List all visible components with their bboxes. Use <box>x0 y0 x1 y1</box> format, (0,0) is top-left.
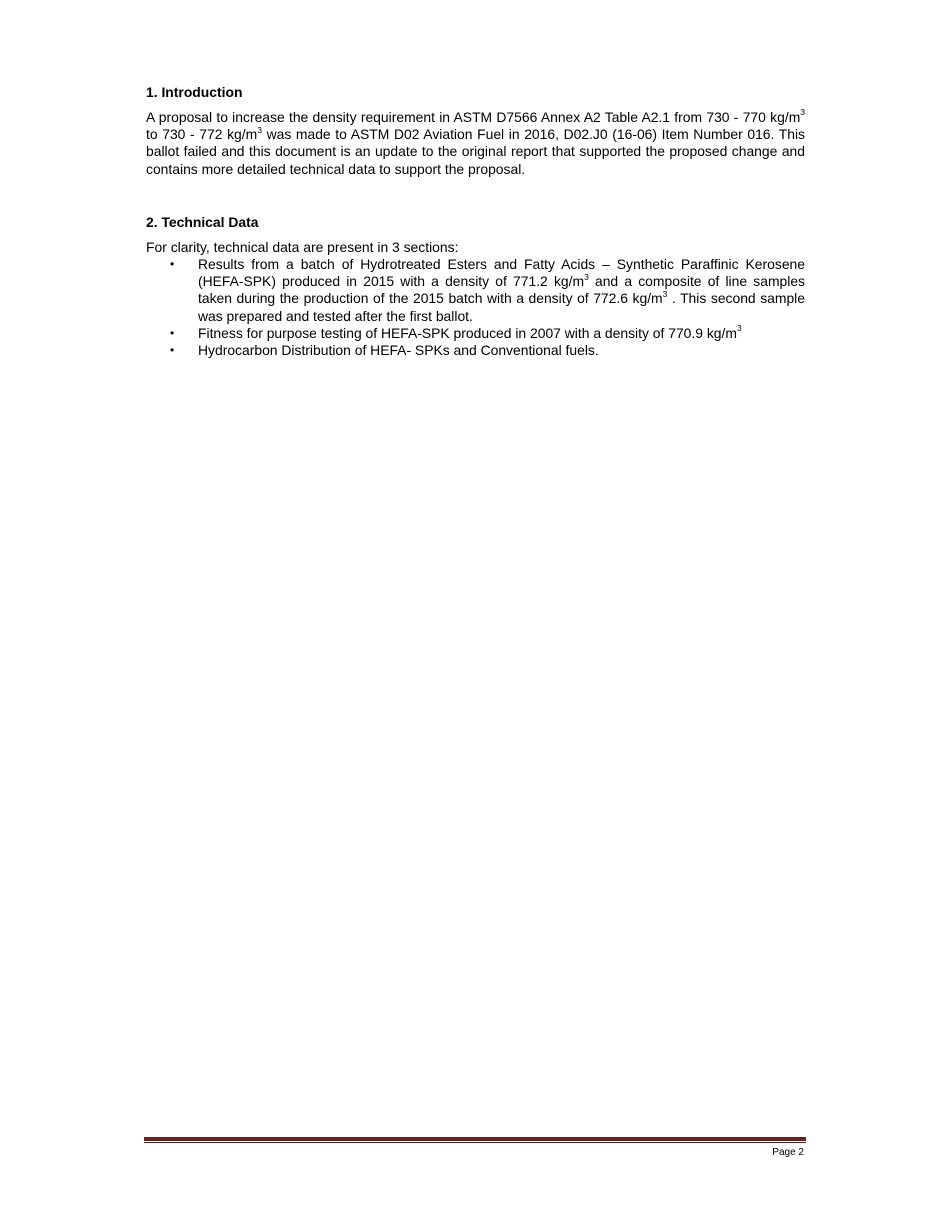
technical-data-intro: For clarity, technical data are present in 3 sections: <box>146 238 459 255</box>
intro-text-part-3: was made to ASTM D02 Aviation Fuel in 2016, D02.J0 (16-06) Item Number 016. This ballot failed and this document is an update to the original report that supported the proposed change and contains more detailed technical data to support the proposal. <box>146 126 805 177</box>
bullet-marker: • <box>170 257 175 272</box>
footer-rule <box>144 1137 806 1143</box>
bullet-text-part-1: Hydrocarbon Distribution of HEFA- SPKs and Conventional fuels. <box>198 342 599 359</box>
bullet-text-part-1: Fitness for purpose testing of HEFA-SPK produced in 2007 with a density of 770.9 kg/m <box>198 324 737 341</box>
bullet-marker: • <box>170 343 175 358</box>
list-item <box>146 342 805 359</box>
superscript-cubed: 3 <box>736 323 742 334</box>
list-item <box>146 256 805 325</box>
introduction-paragraph <box>146 109 805 178</box>
introduction-heading: 1. Introduction <box>146 84 243 100</box>
superscript-cubed: 3 <box>800 107 805 118</box>
bullet-text-part-1: Results from a batch of Hydrotreated Esters and Fatty Acids – Synthetic Paraffinic Kerosene (HEFA-SPK) produced in 2015 with a density of 771.2 kg/m <box>198 256 805 290</box>
technical-data-list <box>146 256 805 359</box>
bullet-marker: • <box>170 325 175 340</box>
superscript-cubed: 3 <box>584 271 589 282</box>
section-spacer <box>146 178 805 214</box>
list-item <box>146 325 805 342</box>
intro-text-part-2: to 730 - 772 kg/m <box>146 126 258 143</box>
superscript-cubed: 3 <box>662 288 668 299</box>
bullet-text-part-2: and a composite of line samples taken during the production of the 2015 batch with a density of 772.6 kg/m <box>198 273 805 307</box>
page-content <box>146 84 805 359</box>
superscript-cubed: 3 <box>257 124 262 135</box>
technical-data-heading: 2. Technical Data <box>146 213 259 230</box>
intro-text-part-1: A proposal to increase the density requirement in ASTM D7566 Annex A2 Table A2.1 from 730 - 770 kg/m <box>146 109 801 125</box>
page-number: Page 2 <box>772 1147 804 1158</box>
footer-rule-thin-line <box>144 1142 806 1143</box>
bullet-text-part-3: . This second sample was prepared and tested after the first ballot. <box>198 290 805 324</box>
